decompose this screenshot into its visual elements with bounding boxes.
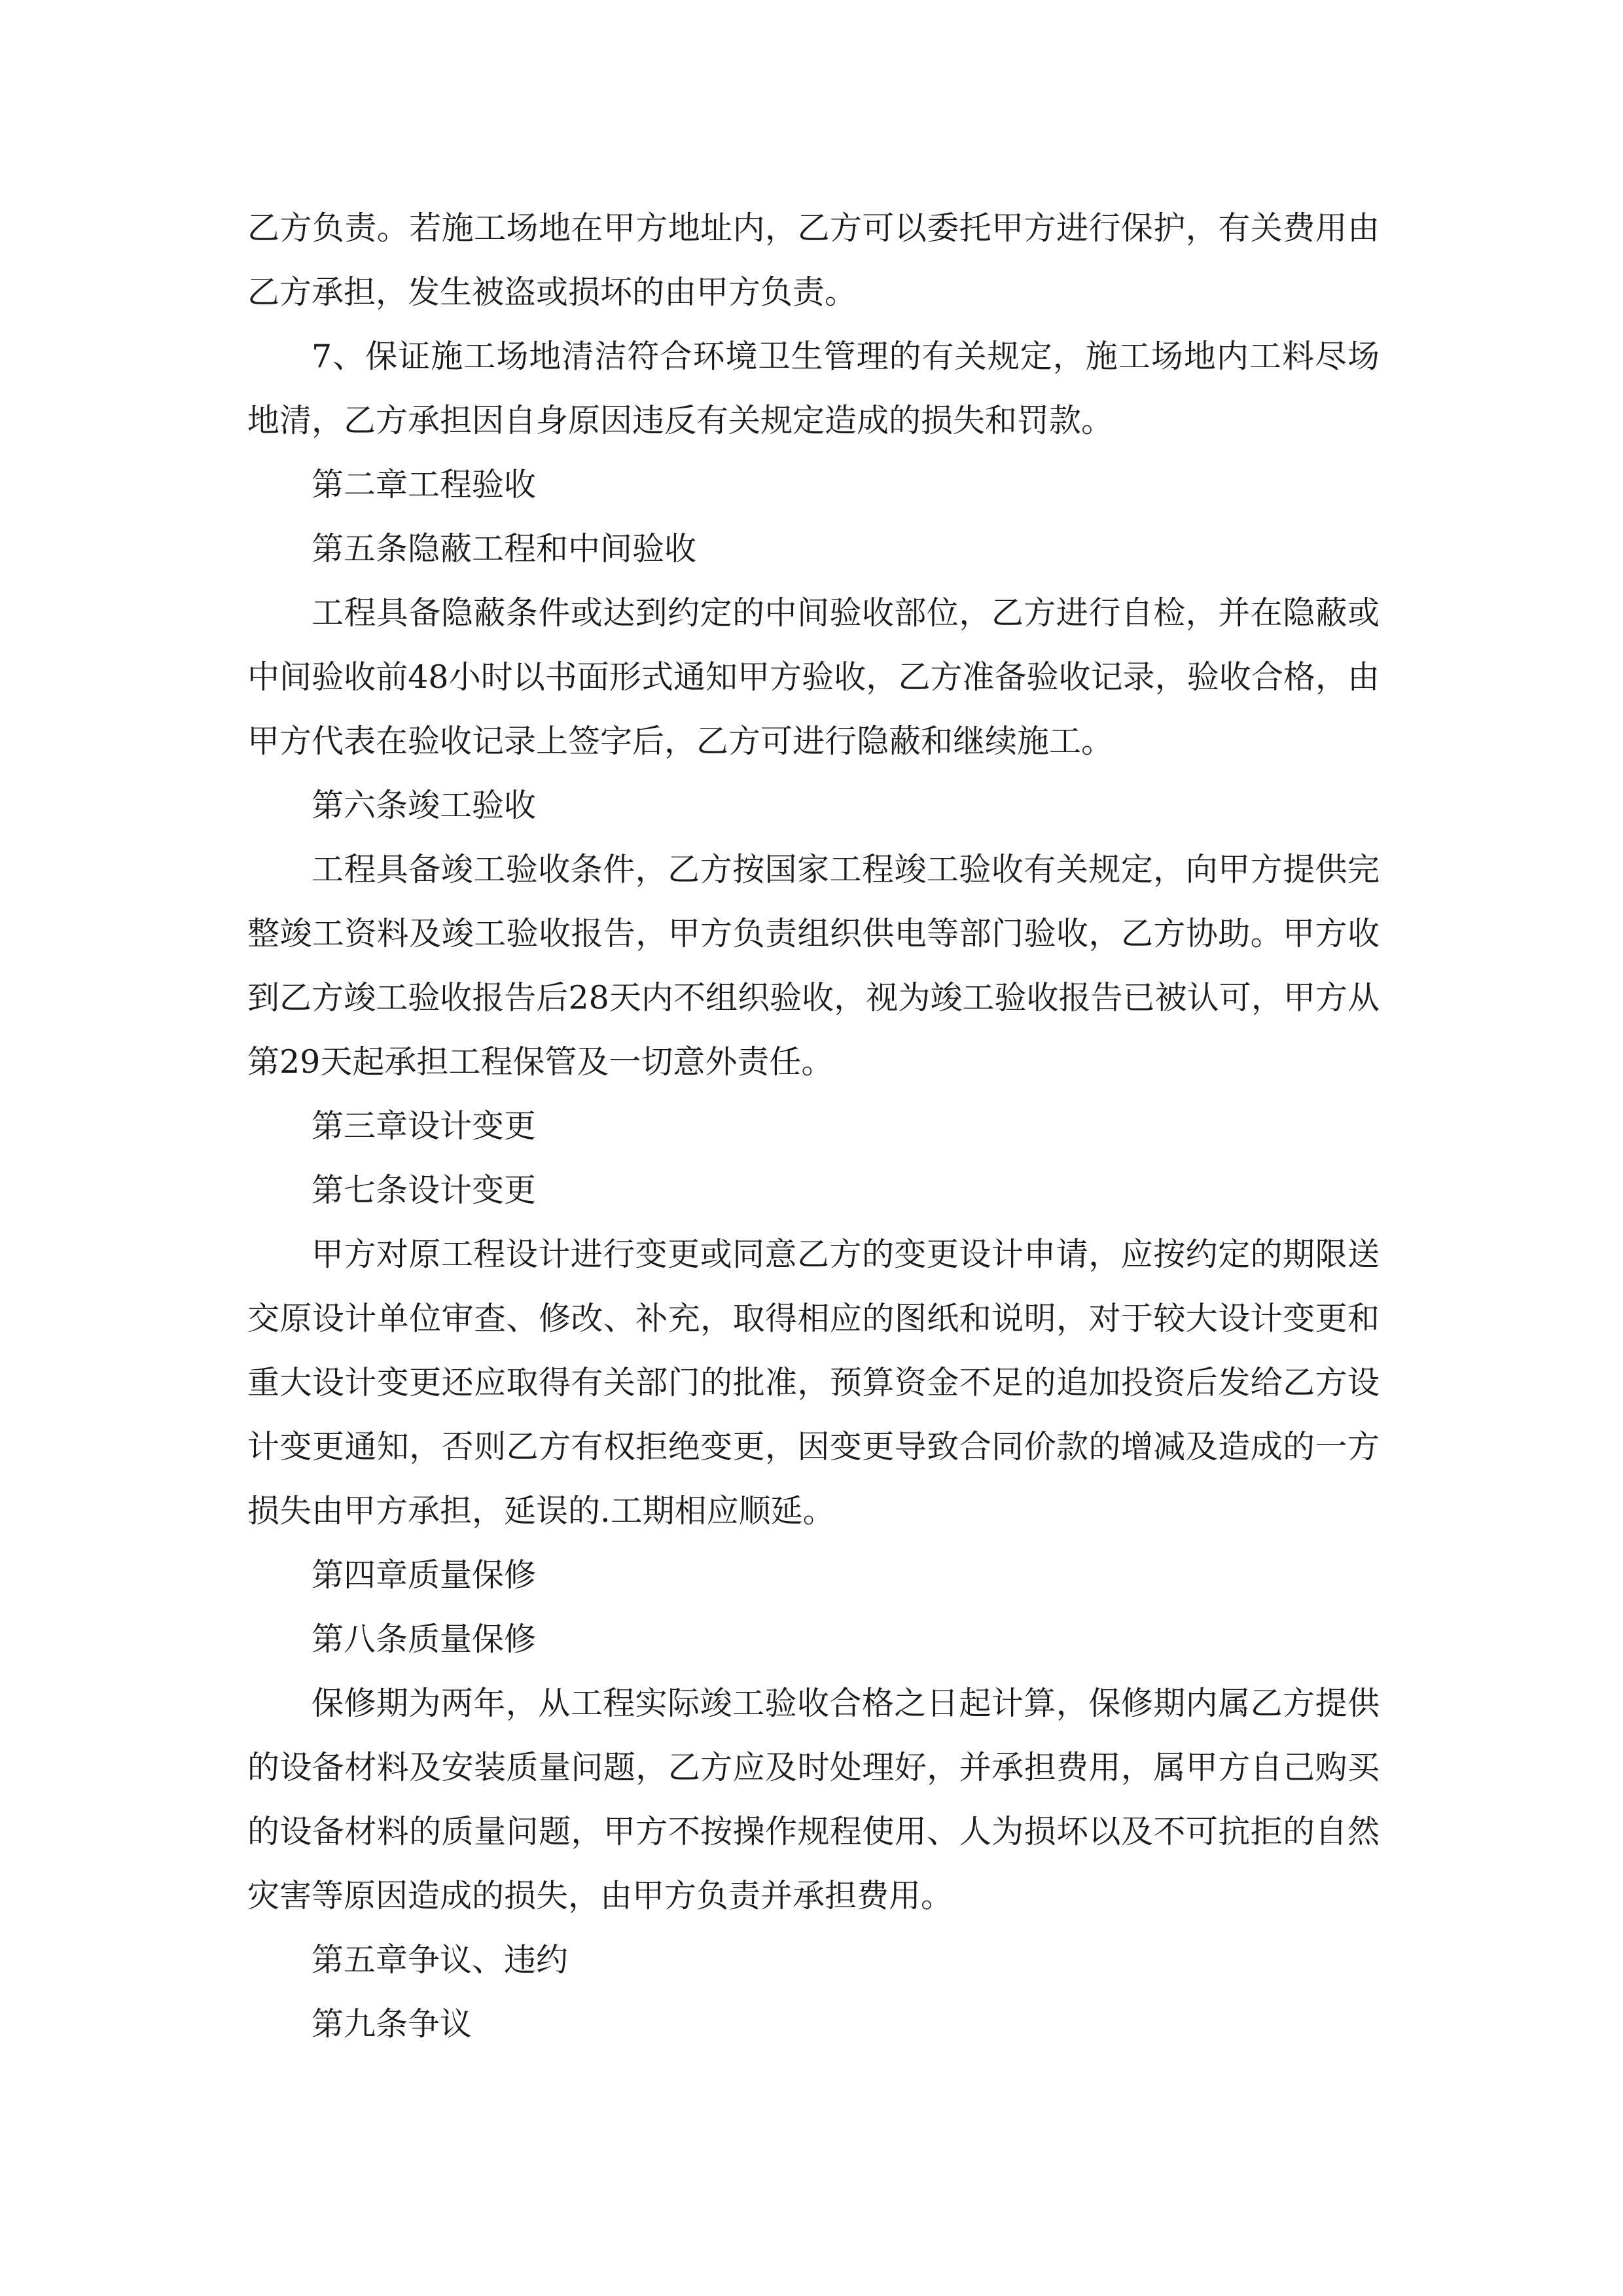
clause-7-paragraph: 7、保证施工场地清洁符合环境卫生管理的有关规定，施工场地内工料尽场地清，乙方承担因自身原因违反有关规定造成的损失和罚款。 (247, 338, 1380, 439)
article-9-heading: 第九条争议 (312, 2005, 473, 2043)
article-8-paragraph: 保修期为两年，从工程实际竣工验收合格之日起计算，保修期内属乙方提供的设备材料及安装质量问题，乙方应及时处理好，并承担费用，属甲方自己购买的设备材料的质量问题，甲方不按操作规程使用、人为损坏以及不可抗拒的自然灾害等原因造成的损失，由甲方负责并承担费用。 (247, 1685, 1380, 1914)
article-7-paragraph: 甲方对原工程设计进行变更或同意乙方的变更设计申请，应按约定的期限送交原设计单位审查、修改、补充，取得相应的图纸和说明，对于较大设计变更和重大设计变更还应取得有关部门的批准，预算资金不足的追加投资后发给乙方设计变更通知，否则乙方有权拒绝变更，因变更导致合同价款的增减及造成的一方损失由甲方承担，延误的.工期相应顺延。 (247, 1236, 1380, 1530)
document-page (247, 196, 1380, 2056)
article-5-paragraph: 工程具备隐蔽条件或达到约定的中间验收部位，乙方进行自检，并在隐蔽或中间验收前48小时以书面形式通知甲方验收，乙方准备验收记录，验收合格，由甲方代表在验收记录上签字后，乙方可进行隐蔽和继续施工。 (247, 594, 1380, 760)
chapter-4-heading: 第四章质量保修 (312, 1556, 537, 1594)
chapter-3-heading: 第三章设计变更 (312, 1107, 537, 1145)
article-8-heading: 第八条质量保修 (312, 1621, 537, 1658)
chapter-2-heading: 第二章工程验收 (312, 466, 537, 503)
chapter-5-heading: 第五章争议、违约 (312, 1941, 569, 1979)
article-6-heading: 第六条竣工验收 (312, 787, 537, 824)
article-6-paragraph: 工程具备竣工验收条件，乙方按国家工程竣工验收有关规定，向甲方提供完整竣工资料及竣工验收报告，甲方负责组织供电等部门验收，乙方协助。甲方收到乙方竣工验收报告后28天内不组织验收，视为竣工验收报告已被认可，甲方从第29天起承担工程保管及一切意外责任。 (247, 851, 1380, 1081)
article-7-heading: 第七条设计变更 (312, 1172, 537, 1209)
paragraph-continuation: 乙方负责。若施工场地在甲方地址内，乙方可以委托甲方进行保护，有关费用由乙方承担，发生被盗或损坏的由甲方负责。 (247, 209, 1380, 311)
article-5-heading: 第五条隐蔽工程和中间验收 (312, 530, 697, 567)
